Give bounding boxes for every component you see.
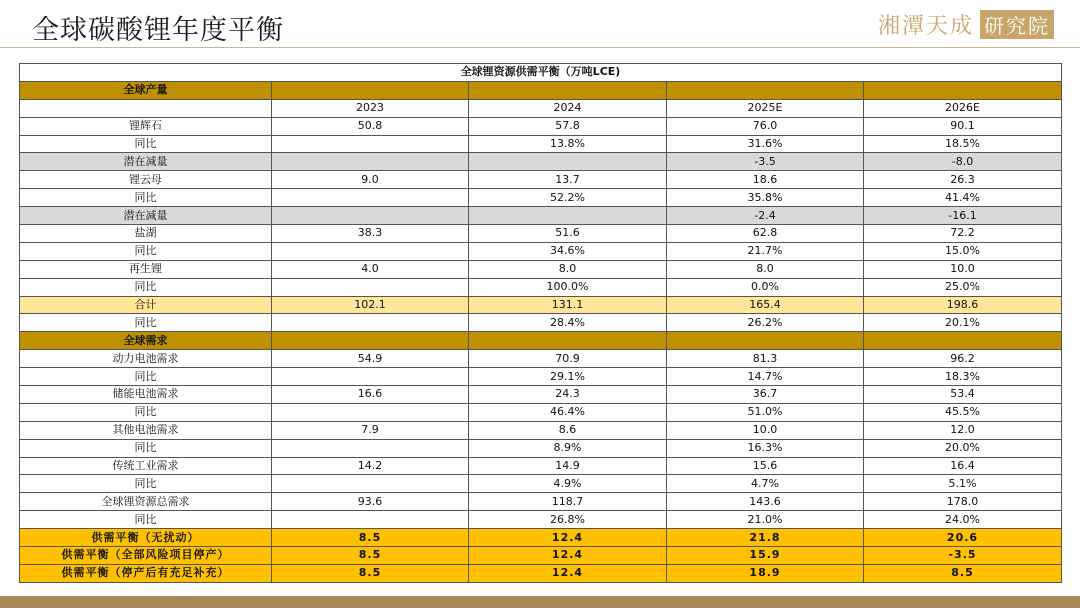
value-cell: 81.3 [667,350,864,368]
row-label: 潜在减量 [20,207,272,225]
value-cell: 18.5% [864,135,1062,153]
table-row [20,511,1062,529]
value-cell: -8.0 [864,153,1062,171]
row-label: 同比 [20,242,272,260]
value-cell [272,135,469,153]
value-cell: 5.1% [864,475,1062,493]
table-row [20,242,1062,260]
row-label: 同比 [20,314,272,332]
table-row [20,260,1062,278]
row-label: 供需平衡（全部风险项目停产） [20,547,272,565]
value-cell: 13.7 [469,171,667,189]
value-cell: 90.1 [864,117,1062,135]
value-cell: 29.1% [469,368,667,386]
value-cell: 20.6 [864,529,1062,547]
value-cell: 46.4% [469,403,667,421]
row-label: 同比 [20,278,272,296]
table-caption: 全球锂资源供需平衡（万吨LCE) [20,64,1062,82]
value-cell [272,207,469,225]
supply-section-row [20,81,1062,99]
table-row [20,386,1062,404]
value-cell [272,511,469,529]
table-row [20,117,1062,135]
row-label: 同比 [20,511,272,529]
table-row [20,475,1062,493]
value-cell: 41.4% [864,189,1062,207]
value-cell: 18.9 [667,564,864,582]
value-cell: 70.9 [469,350,667,368]
row-label: 盐湖 [20,225,272,243]
logo-name: 湘潭天成 [877,13,974,39]
value-cell: 100.0% [469,278,667,296]
row-label: 再生锂 [20,260,272,278]
table-row [20,493,1062,511]
row-label: 储能电池需求 [20,386,272,404]
value-cell: 14.2 [272,457,469,475]
table-row [20,564,1062,582]
value-cell: 13.8% [469,135,667,153]
value-cell: 16.4 [864,457,1062,475]
row-label: 合计 [20,296,272,314]
value-cell: 143.6 [667,493,864,511]
value-cell: 72.2 [864,225,1062,243]
value-cell: 51.6 [469,225,667,243]
value-cell: 10.0 [864,260,1062,278]
row-label: 同比 [20,403,272,421]
table-row [20,421,1062,439]
value-cell: 4.0 [272,260,469,278]
value-cell: 62.8 [667,225,864,243]
table-row [20,403,1062,421]
row-label: 同比 [20,439,272,457]
value-cell: 18.6 [667,171,864,189]
table-row [20,439,1062,457]
value-cell: 12.0 [864,421,1062,439]
value-cell: 102.1 [272,296,469,314]
value-cell: -16.1 [864,207,1062,225]
value-cell: 8.0 [667,260,864,278]
value-cell: 24.0% [864,511,1062,529]
value-cell: 165.4 [667,296,864,314]
value-cell: 12.4 [469,564,667,582]
table-row [20,225,1062,243]
value-cell: 96.2 [864,350,1062,368]
value-cell: 15.9 [667,547,864,565]
value-cell: 50.8 [272,117,469,135]
table-row [20,350,1062,368]
value-cell: 8.5 [864,564,1062,582]
table-row [20,457,1062,475]
value-cell: 8.6 [469,421,667,439]
value-cell [272,439,469,457]
table-row [20,189,1062,207]
lithium-balance-table [19,63,1062,583]
year-header: 2023 [272,99,469,117]
row-label: 全球锂资源总需求 [20,493,272,511]
value-cell: 34.6% [469,242,667,260]
value-cell: 36.7 [667,386,864,404]
value-cell [272,314,469,332]
value-cell: 21.8 [667,529,864,547]
value-cell: 9.0 [272,171,469,189]
row-label: 其他电池需求 [20,421,272,439]
value-cell: 54.9 [272,350,469,368]
value-cell: 93.6 [272,493,469,511]
value-cell: 8.5 [272,564,469,582]
value-cell [469,153,667,171]
year-header: 2025E [667,99,864,117]
supply-section-header: 全球产量 [20,81,272,99]
row-label: 同比 [20,475,272,493]
table-row [20,207,1062,225]
brand-logo [878,10,1054,38]
value-cell: 7.9 [272,421,469,439]
value-cell: 14.9 [469,457,667,475]
value-cell: 15.6 [667,457,864,475]
footer-bar [0,596,1080,608]
value-cell: 8.0 [469,260,667,278]
table-row [20,135,1062,153]
year-header: 2024 [469,99,667,117]
table-row [20,314,1062,332]
table-row [20,278,1062,296]
value-cell: 35.8% [667,189,864,207]
value-cell: -3.5 [667,153,864,171]
value-cell: 21.7% [667,242,864,260]
value-cell [272,278,469,296]
value-cell: 178.0 [864,493,1062,511]
value-cell: 26.2% [667,314,864,332]
table-row [20,153,1062,171]
row-label: 供需平衡（停产后有充足补充） [20,564,272,582]
value-cell: 26.3 [864,171,1062,189]
table-row [20,368,1062,386]
row-label: 锂云母 [20,171,272,189]
balance-table-container [19,63,1061,583]
value-cell: 51.0% [667,403,864,421]
row-label: 供需平衡（无扰动） [20,529,272,547]
value-cell: 57.8 [469,117,667,135]
header-divider [0,47,1080,48]
value-cell: 15.0% [864,242,1062,260]
value-cell: 131.1 [469,296,667,314]
value-cell: 20.0% [864,439,1062,457]
value-cell: -2.4 [667,207,864,225]
value-cell: 76.0 [667,117,864,135]
value-cell: 16.3% [667,439,864,457]
value-cell [272,153,469,171]
value-cell: 38.3 [272,225,469,243]
value-cell: 14.7% [667,368,864,386]
logo-box: 研究院 [980,10,1054,39]
row-label: 传统工业需求 [20,457,272,475]
value-cell: 26.8% [469,511,667,529]
table-caption-row [20,64,1062,82]
value-cell [272,403,469,421]
value-cell: 21.0% [667,511,864,529]
value-cell: 31.6% [667,135,864,153]
value-cell: 52.2% [469,189,667,207]
value-cell [469,207,667,225]
page-title: 全球碳酸锂年度平衡 [32,15,284,46]
value-cell: 8.5 [272,547,469,565]
value-cell: 4.7% [667,475,864,493]
row-label: 锂辉石 [20,117,272,135]
table-row [20,171,1062,189]
value-cell: 118.7 [469,493,667,511]
row-label: 潜在减量 [20,153,272,171]
value-cell [272,475,469,493]
value-cell [272,368,469,386]
value-cell: 8.9% [469,439,667,457]
value-cell: 16.6 [272,386,469,404]
demand-section-row [20,332,1062,350]
row-label: 同比 [20,189,272,207]
value-cell: 28.4% [469,314,667,332]
demand-section-header: 全球需求 [20,332,272,350]
row-label: 同比 [20,368,272,386]
value-cell: -3.5 [864,547,1062,565]
value-cell: 12.4 [469,547,667,565]
value-cell: 198.6 [864,296,1062,314]
value-cell: 10.0 [667,421,864,439]
value-cell [272,189,469,207]
table-row [20,547,1062,565]
table-row [20,529,1062,547]
value-cell: 20.1% [864,314,1062,332]
row-label: 同比 [20,135,272,153]
value-cell: 4.9% [469,475,667,493]
value-cell: 45.5% [864,403,1062,421]
value-cell: 53.4 [864,386,1062,404]
value-cell: 8.5 [272,529,469,547]
row-label: 动力电池需求 [20,350,272,368]
value-cell: 18.3% [864,368,1062,386]
year-header: 2026E [864,99,1062,117]
value-cell: 24.3 [469,386,667,404]
value-cell: 12.4 [469,529,667,547]
value-cell [272,242,469,260]
year-header-row [20,99,1062,117]
table-row [20,296,1062,314]
value-cell: 0.0% [667,278,864,296]
value-cell: 25.0% [864,278,1062,296]
